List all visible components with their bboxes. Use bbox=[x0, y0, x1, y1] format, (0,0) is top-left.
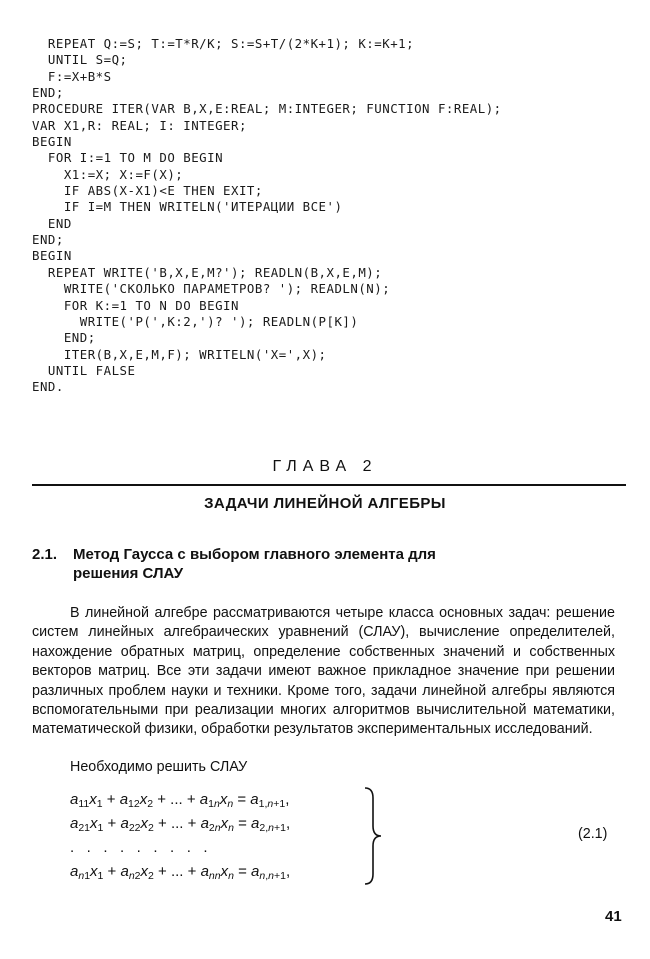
chapter-divider bbox=[32, 484, 626, 486]
equation-ellipsis-row: . . . . . . . . . bbox=[70, 839, 208, 856]
code-line: BEGIN bbox=[32, 248, 72, 264]
code-line: VAR X1,R: REAL; I: INTEGER; bbox=[32, 117, 247, 133]
section-heading bbox=[32, 545, 592, 583]
code-line: UNTIL FALSE bbox=[32, 362, 136, 378]
code-line: IF I=M THEN WRITELN('ИТЕРАЦИИ ВСЕ') bbox=[32, 199, 343, 215]
code-line: END. bbox=[32, 379, 64, 395]
code-line: PROCEDURE ITER(VAR B,X,E:REAL; M:INTEGER; FUNCTION F:REAL); bbox=[32, 101, 502, 117]
code-line: END bbox=[32, 215, 72, 231]
code-line: BEGIN bbox=[32, 134, 72, 150]
code-line: REPEAT WRITE('B,X,E,M?'); READLN(B,X,E,M); bbox=[32, 264, 383, 280]
code-line: END; bbox=[32, 330, 96, 346]
chapter-label: ГЛАВА 2 bbox=[272, 458, 378, 475]
code-line: FOR K:=1 TO N DO BEGIN bbox=[32, 297, 239, 313]
equation-row-n: $a_{n1}x_1 + a_{n2}x_2$ + ... + $a_{nn}x_n = a_{n,n+1}$, bbox=[70, 863, 291, 882]
code-line: END; bbox=[32, 232, 64, 248]
section-title-line-1: Метод Гаусса с выбором главного элемента для bbox=[73, 546, 436, 563]
code-line: F:=X+B*S bbox=[32, 68, 112, 84]
code-line: END; bbox=[32, 85, 64, 101]
code-line: ITER(B,X,E,M,F); WRITELN('X=',X); bbox=[32, 346, 327, 362]
section-title-line-2: решения СЛАУ bbox=[73, 565, 184, 582]
paragraph-text: В линейной алгебре рассматриваются четыре класса основных задач: решение систем линейных алгебраических уравнений (СЛАУ), вычисление определителей, нахождение обратных матриц, определение собственных значений и собственных векторов матриц. Все эти задачи имеют важное прикладное значение при решении различных проблем науки и техники. Кроме того, задачи линейной алгебры являются вспомогательными при реализации многих алгоритмов вычислительной математики, математической физики, обработки результатов экспериментальных исследований. bbox=[32, 605, 615, 738]
code-line: IF ABS(X-X1)<E THEN EXIT; bbox=[32, 183, 263, 199]
code-line: WRITE('СКОЛЬКО ПАРАМЕТРОВ? '); READLN(N); bbox=[32, 281, 391, 297]
equation-row-2: $a_{21}x_1 + a_{22}x_2$ + ... + $a_{2n}x_n = a_{2,n+1}$, bbox=[70, 815, 291, 834]
lead-sentence: Необходимо решить СЛАУ bbox=[70, 759, 248, 775]
right-brace bbox=[362, 786, 384, 886]
body-paragraph bbox=[32, 604, 615, 740]
section-number: 2.1. bbox=[32, 546, 58, 563]
code-line: UNTIL S=Q; bbox=[32, 52, 128, 68]
code-line: REPEAT Q:=S; T:=T*R/K; S:=S+T/(2*K+1); K:=K+1; bbox=[32, 36, 415, 51]
code-line: FOR I:=1 TO M DO BEGIN bbox=[32, 150, 224, 166]
chapter-title: ЗАДАЧИ ЛИНЕЙНОЙ АЛГЕБРЫ bbox=[204, 495, 446, 512]
page-number: 41 bbox=[605, 908, 622, 925]
equation-row-1: $a_{11}x_1 + a_{12}x_2$ + ... + $a_{1n}x_n = a_{1,n+1}$, bbox=[70, 791, 290, 810]
code-line: X1:=X; X:=F(X); bbox=[32, 166, 184, 182]
linear-system bbox=[70, 788, 290, 884]
code-line: WRITE('P(',K:2,')? '); READLN(P[K]) bbox=[32, 313, 359, 329]
pascal-code-listing bbox=[32, 36, 502, 396]
equation-number: (2.1) bbox=[578, 826, 608, 842]
